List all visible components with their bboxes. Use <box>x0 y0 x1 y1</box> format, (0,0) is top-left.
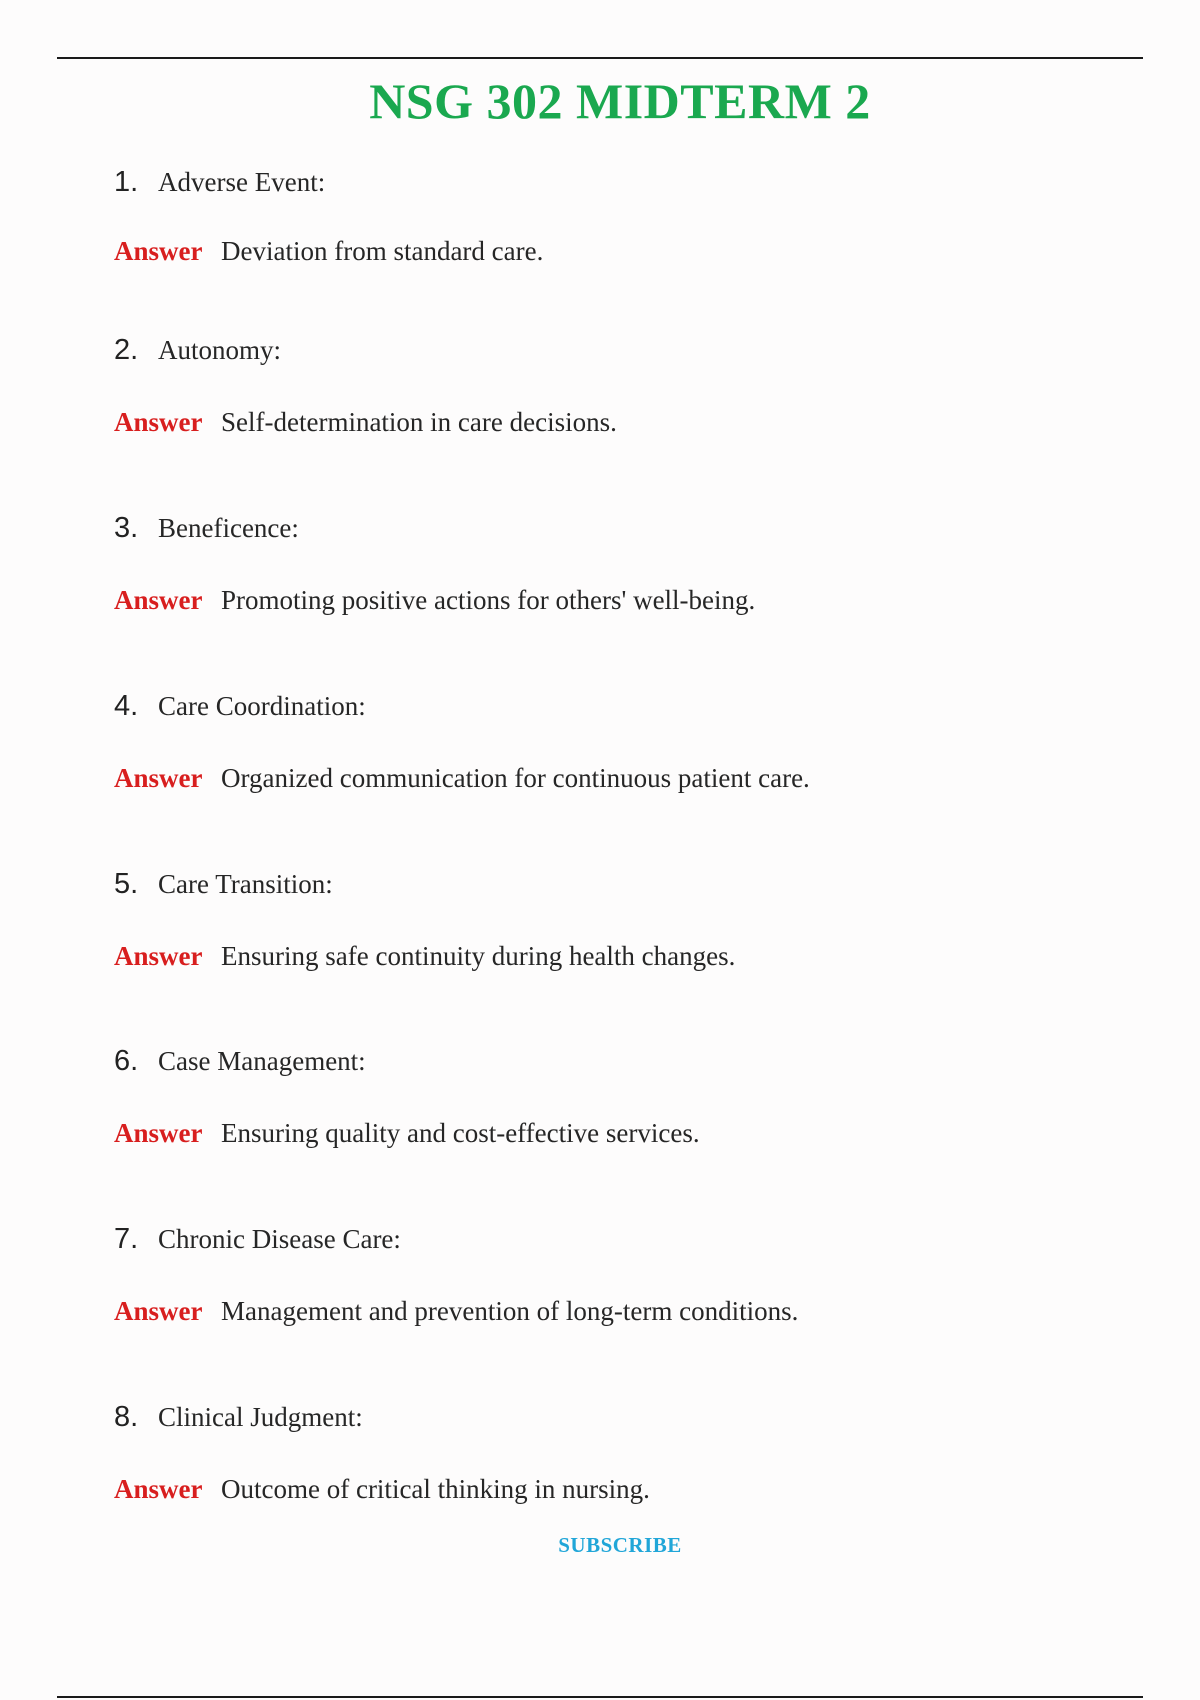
page-title: NSG 302 MIDTERM 2 <box>369 73 871 129</box>
answer-2 <box>114 407 617 438</box>
answer-text: Management and prevention of long-term conditions. <box>221 1296 799 1326</box>
answer-text: Self-determination in care decisions. <box>221 407 617 437</box>
answer-text: Ensuring quality and cost-effective services. <box>221 1118 700 1148</box>
question-text: Chronic Disease Care: <box>158 1224 401 1254</box>
subscribe-link[interactable]: SUBSCRIBE <box>558 1533 682 1557</box>
answer-label: Answer <box>114 1118 203 1148</box>
question-5 <box>114 868 333 901</box>
bottom-divider <box>57 1696 1143 1698</box>
question-number: 7. <box>114 1223 139 1255</box>
question-number: 4. <box>114 690 139 722</box>
answer-label: Answer <box>114 236 203 266</box>
answer-4 <box>114 763 810 794</box>
answer-label: Answer <box>114 407 203 437</box>
answer-5 <box>114 941 735 972</box>
question-8 <box>114 1401 363 1434</box>
answer-text: Deviation from standard care. <box>221 236 544 266</box>
answer-label: Answer <box>114 1296 203 1326</box>
question-3 <box>114 512 299 545</box>
answer-text: Outcome of critical thinking in nursing. <box>221 1474 650 1504</box>
question-text: Care Coordination: <box>158 691 366 721</box>
answer-3 <box>114 585 755 616</box>
question-1 <box>114 166 325 199</box>
question-2 <box>114 334 281 367</box>
answer-7 <box>114 1296 798 1327</box>
question-4 <box>114 690 366 723</box>
question-text: Clinical Judgment: <box>158 1402 363 1432</box>
answer-label: Answer <box>114 1474 203 1504</box>
question-text: Care Transition: <box>158 869 333 899</box>
question-text: Autonomy: <box>158 335 282 365</box>
answer-text: Ensuring safe continuity during health changes. <box>221 941 736 971</box>
answer-6 <box>114 1118 700 1149</box>
question-7 <box>114 1223 401 1256</box>
question-text: Case Management: <box>158 1046 366 1076</box>
answer-8 <box>114 1474 650 1505</box>
answer-text: Organized communication for continuous patient care. <box>221 763 810 793</box>
question-number: 5. <box>114 868 139 900</box>
answer-label: Answer <box>114 941 203 971</box>
question-number: 8. <box>114 1401 139 1433</box>
answer-label: Answer <box>114 585 203 615</box>
question-6 <box>114 1045 366 1078</box>
question-text: Beneficence: <box>158 513 299 543</box>
question-text: Adverse Event: <box>158 167 326 197</box>
answer-1 <box>114 236 543 267</box>
question-number: 1. <box>114 166 139 198</box>
answer-label: Answer <box>114 763 203 793</box>
top-divider <box>57 57 1143 59</box>
question-number: 2. <box>114 334 139 366</box>
answer-text: Promoting positive actions for others' well-being. <box>221 585 756 615</box>
question-number: 6. <box>114 1045 139 1077</box>
question-number: 3. <box>114 512 139 544</box>
